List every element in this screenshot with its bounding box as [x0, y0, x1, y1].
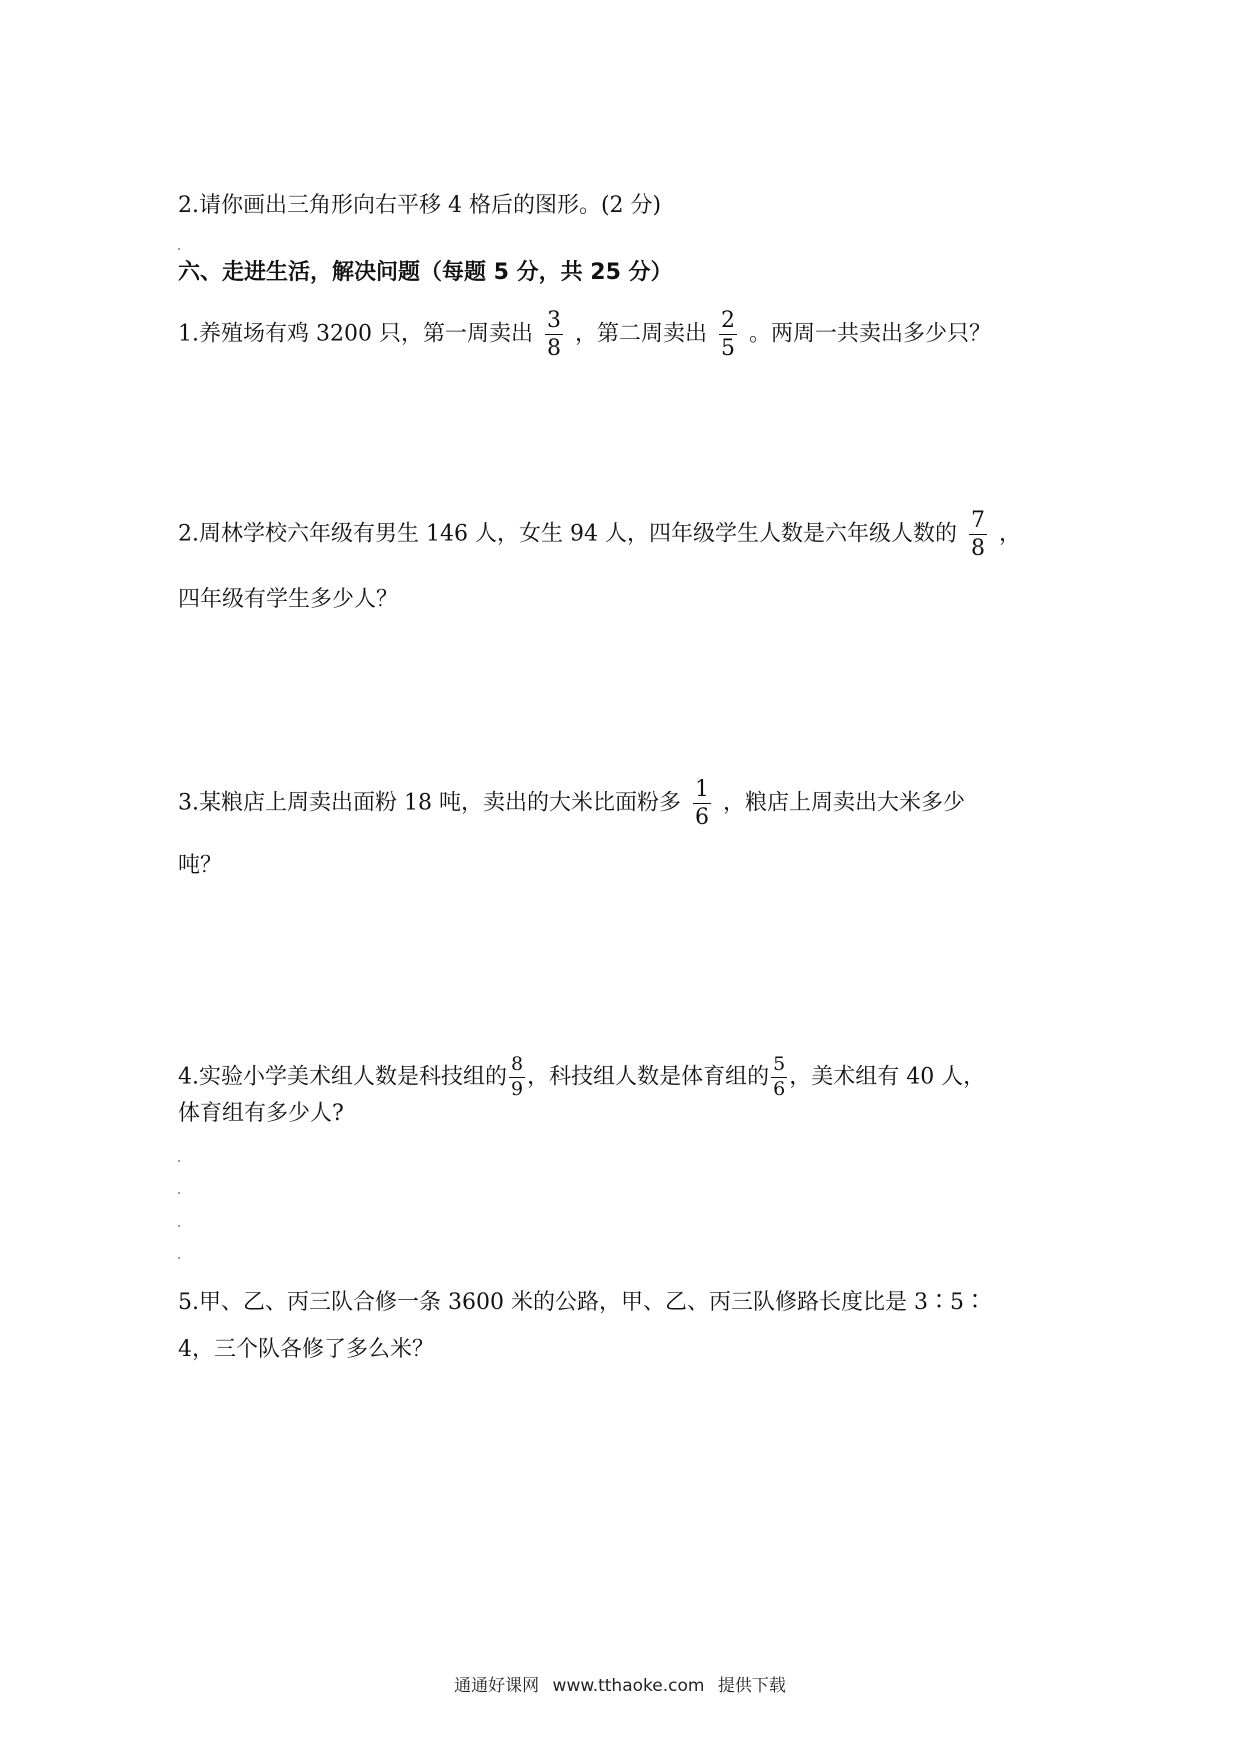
fraction-numerator: 1 — [693, 778, 711, 804]
fraction-denominator: 5 — [720, 336, 735, 362]
fraction-denominator: 8 — [546, 336, 561, 362]
page-footer — [0, 1671, 1240, 1696]
fraction-denominator: 9 — [511, 1077, 524, 1100]
scan-speck — [178, 1160, 180, 1162]
scan-speck — [178, 1257, 180, 1259]
problem-3 — [178, 778, 965, 829]
fraction-denominator: 8 — [970, 536, 985, 562]
fraction-numerator: 5 — [771, 1055, 787, 1078]
problem-1-text-c: 。两周一共卖出多少只？ — [748, 321, 991, 347]
problem-2-line-2: 四年级有学生多少人？ — [178, 587, 399, 612]
problem-3-text-b: ，粮店上周卖出大米多少 — [722, 790, 965, 816]
fraction-numerator: 2 — [719, 309, 737, 335]
problem-3-text-a: 3.某粮店上周卖出面粉 18 吨，卖出的大米比面粉多 — [178, 790, 681, 816]
footer-download: 提供下载 — [717, 1676, 786, 1696]
problem-1-text-a: 1.养殖场有鸡 3200 只，第一周卖出 — [178, 321, 533, 347]
fraction-numerator: 8 — [509, 1055, 525, 1078]
fraction-7-8 — [969, 509, 987, 560]
fraction-8-9 — [509, 1055, 525, 1100]
problem-5-line-2: 4，三个队各修了多么米？ — [178, 1337, 434, 1362]
problem-2 — [178, 509, 1021, 560]
fraction-3-8 — [545, 309, 563, 360]
scan-speck — [178, 1192, 180, 1194]
fraction-denominator: 6 — [773, 1077, 786, 1100]
problem-2-text-a: 2.周林学校六年级有男生 146 人，女生 94 人，四年级学生人数是六年级人数的 — [178, 521, 957, 547]
problem-4-text-c: ，美术组有 40 人， — [789, 1064, 986, 1090]
scan-speck — [178, 248, 180, 250]
problem-1 — [178, 309, 991, 360]
question-translate-triangle: 2.请你画出三角形向右平移 4 格后的图形。(2 分) — [178, 193, 662, 218]
fraction-1-6 — [693, 778, 711, 829]
fraction-numerator: 3 — [545, 309, 563, 335]
problem-4 — [178, 1055, 985, 1100]
problem-2-text-b: ， — [998, 521, 1021, 547]
fraction-2-5 — [719, 309, 737, 360]
fraction-denominator: 6 — [694, 805, 709, 831]
problem-3-line-2: 吨？ — [178, 853, 223, 878]
section-title: 六、走进生活，解决问题（每题 5 分，共 25 分） — [178, 260, 673, 285]
problem-4-text-a: 4.实验小学美术组人数是科技组的 — [178, 1064, 507, 1090]
problem-4-line-2: 体育组有多少人? — [178, 1101, 344, 1126]
footer-site-name: 通通好课网 — [454, 1676, 540, 1696]
footer-url: www.tthaoke.com — [552, 1676, 705, 1696]
fraction-5-6 — [771, 1055, 787, 1100]
problem-4-text-b: ，科技组人数是体育组的 — [527, 1064, 770, 1090]
problem-1-text-b: ，第二周卖出 — [574, 321, 707, 347]
fraction-numerator: 7 — [969, 509, 987, 535]
scan-speck — [178, 1225, 180, 1227]
problem-5: 5.甲、乙、丙三队合修一条 3600 米的公路，甲、乙、丙三队修路长度比是 3∶5∶ — [178, 1290, 986, 1315]
